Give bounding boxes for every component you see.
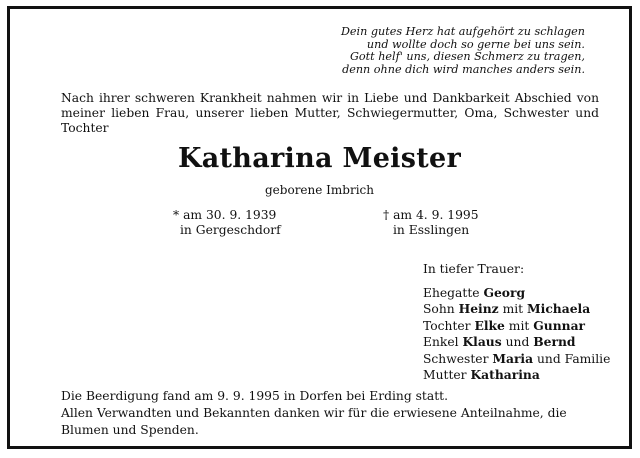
mourner-sister: Schwester Maria und Familie [423,350,611,366]
funeral-info: Die Beerdigung fand am 9. 9. 1995 in Dorfen bei Erding statt. [61,389,448,403]
birth-date: am 30. 9. 1939 [183,208,277,222]
obituary-notice [7,6,632,449]
birth-info [173,208,281,238]
death-cross-icon: † [383,208,390,222]
mourner-mother: Mutter Katharina [423,367,540,382]
poem-line: und wollte doch so gerne bei uns sein. [366,37,585,51]
poem-line: denn ohne dich wird manches anders sein. [342,62,585,76]
birth-name: geborene Imbrich [265,183,374,197]
death-place: in Esslingen [393,223,470,237]
mourner-son: Sohn Heinz mit Michaela [423,301,591,316]
poem-line: Dein gutes Herz hat aufgehört zu schlagen [340,25,585,38]
mourners-heading: In tiefer Trauer: [423,262,525,276]
closing-text [61,388,601,439]
intro-text: Nach ihrer schweren Krankheit nahmen wir in Liebe und Dankbarkeit Abschied von meiner lieben Frau, unserer lieben Mutter, Schwiegermutter, Oma, Schwester und Tochter [61,91,599,135]
mourners-list [423,262,610,384]
birth-star-icon: * [173,208,180,222]
death-date: am 4. 9. 1995 [393,208,479,222]
mourner-daughter: Tochter Elke mit Gunnar [423,317,586,333]
death-info [383,208,479,238]
birth-place: in Gergeschdorf [180,223,281,237]
deceased-name: Katharina Meister [177,143,462,174]
mourner-spouse: Ehegatte Georg [423,284,526,300]
poem-line: Gott helf' uns, diesen Schmerz zu tragen, [349,50,585,63]
thanks-text: Allen Verwandten und Bekannten danken wir für die erwiesene Anteilnahme, die Blumen und Spenden. [61,406,567,437]
mourner-grandchildren: Enkel Klaus und Bernd [423,334,576,349]
poem-verse [341,26,585,76]
